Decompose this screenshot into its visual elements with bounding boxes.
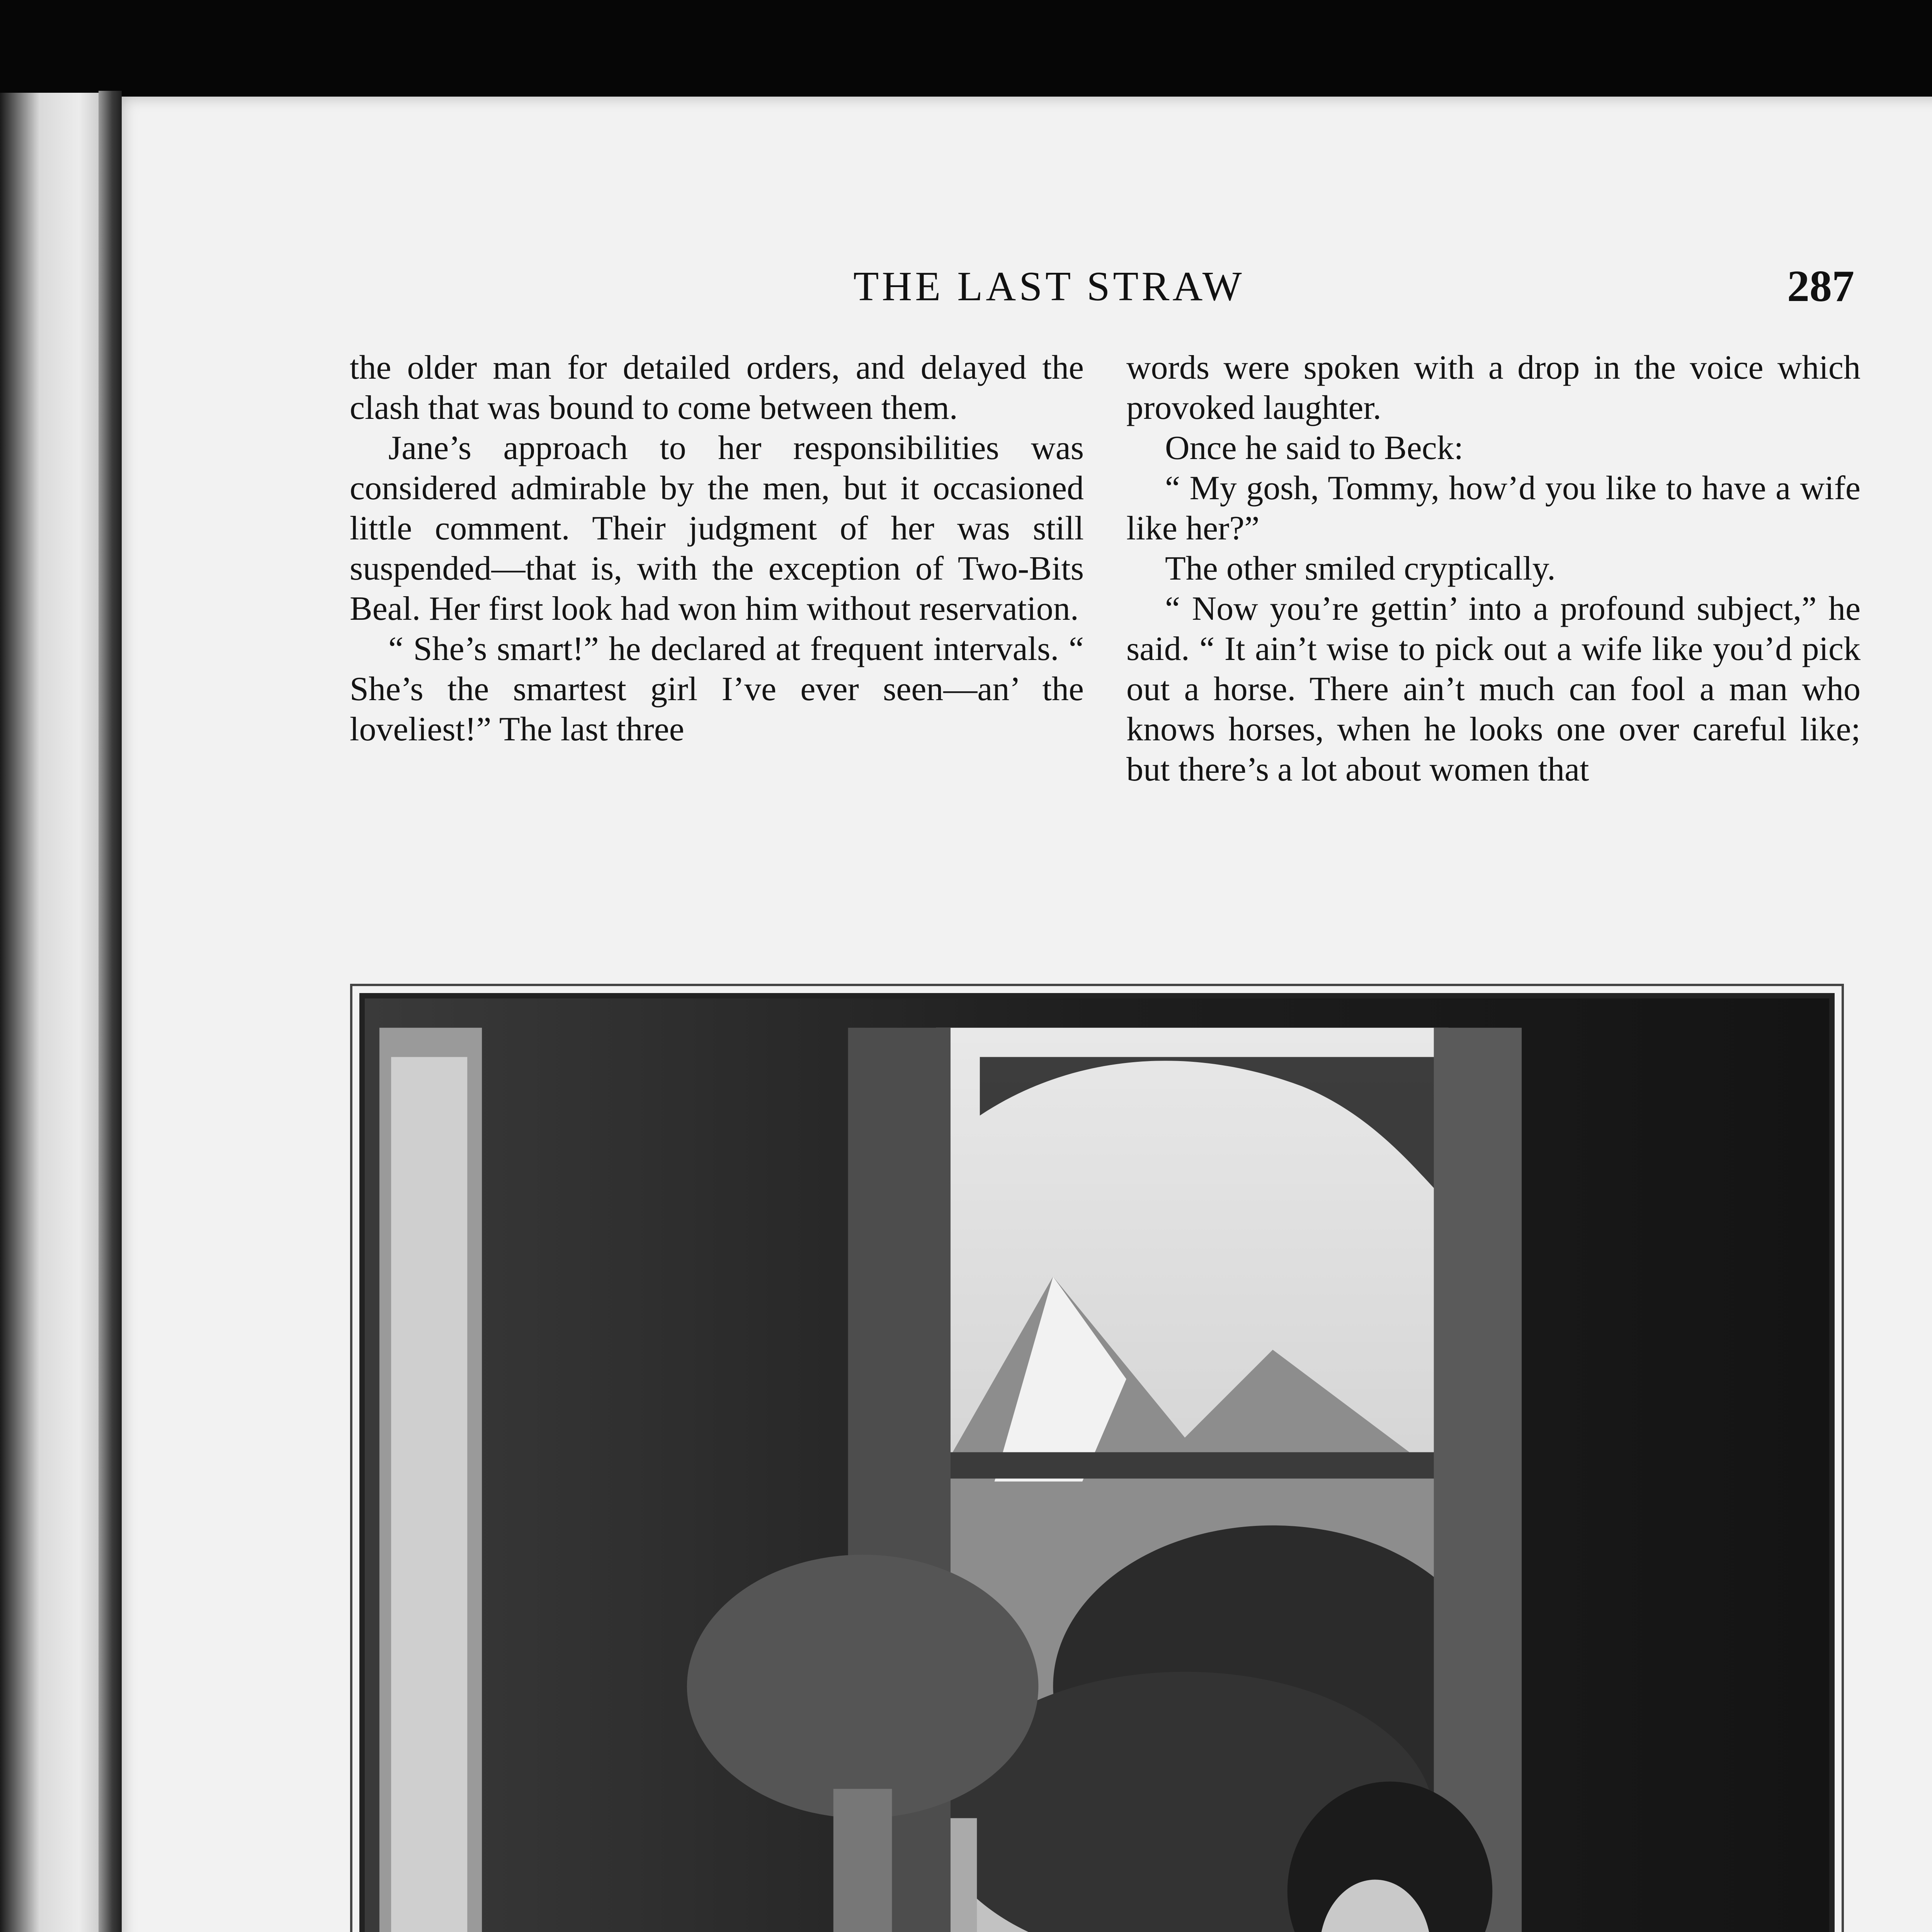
book-spine (99, 91, 122, 1932)
illustration-drawing (365, 998, 1829, 1932)
paragraph: “ She’s smart!” he declared at frequent intervals. “ She’s the smartest girl I’ve ever seen—an’ the loveliest!” The last three (350, 630, 1084, 748)
paragraph: the older man for detailed orders, and delayed the clash that was bound to come between them. (350, 349, 1084, 427)
facing-page-edge (0, 93, 99, 1932)
page-number: 287 (1787, 262, 1854, 311)
paragraph: Jane’s approach to her responsibilities was considered admirable by the men, but it occasioned little comment. Their judgment of her was still suspended—that is, with the exception of Two-Bits Beal. Her first look had won him without reservation. (350, 429, 1084, 628)
running-head-title: THE LAST STRAW (853, 264, 1245, 310)
paragraph: The other smiled cryptically. (1165, 550, 1556, 587)
book-page (122, 97, 1932, 1932)
text-column-left (350, 348, 1084, 750)
paragraph: “ My gosh, Tommy, how’d you like to have a wife like her?” (1126, 469, 1861, 547)
paragraph: words were spoken with a drop in the voice which provoked laughter. (1126, 349, 1861, 427)
paragraph: Once he said to Beck: (1165, 429, 1464, 467)
illustration-woman-reading-by-window (359, 993, 1835, 1932)
paragraph: “ Now you’re gettin’ into a profound subject,” he said. “ It ain’t wise to pick out a wife like you’d pick out a horse. There ain’t much can fool a man who knows horses, when he looks one over careful like; but there’s a lot about women that (1126, 590, 1861, 788)
text-column-right (1126, 348, 1861, 790)
